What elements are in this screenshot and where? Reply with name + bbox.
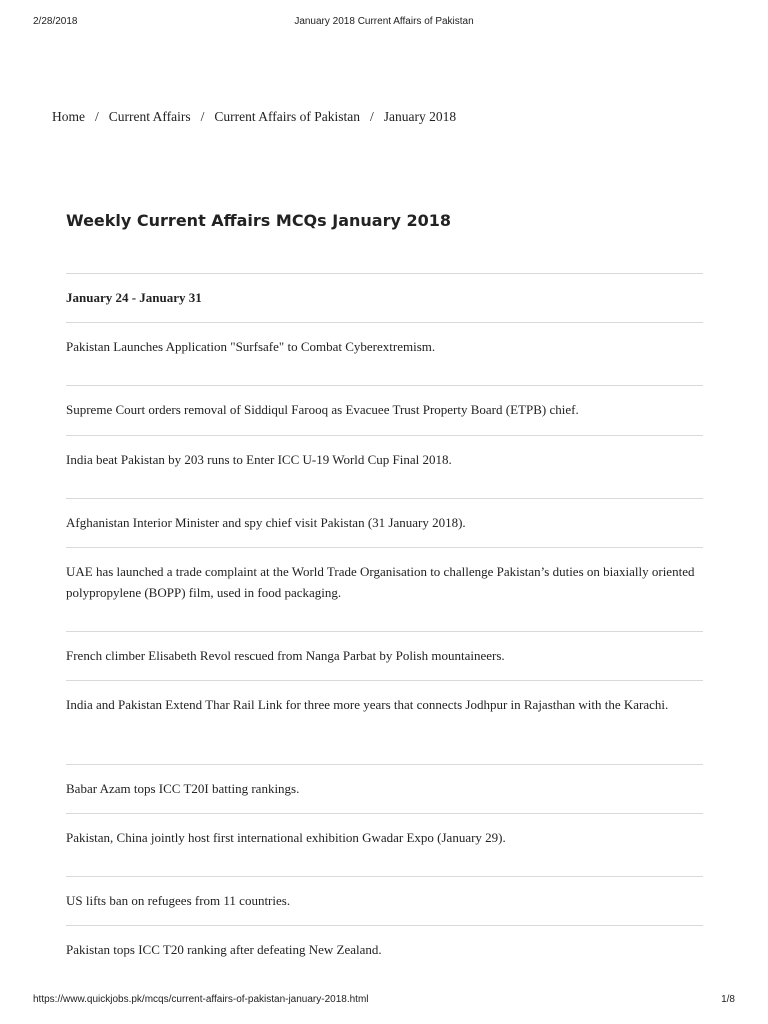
list-item: Pakistan tops ICC T20 ranking after defeating New Zealand. bbox=[66, 942, 382, 957]
list-item: Supreme Court orders removal of Siddiqul Farooq as Evacuee Trust Property Board (ETPB) chief. bbox=[66, 402, 579, 417]
divider bbox=[66, 680, 703, 681]
divider bbox=[66, 813, 703, 814]
page-title: Weekly Current Affairs MCQs January 2018 bbox=[66, 211, 451, 230]
breadcrumb-current-affairs-pakistan[interactable]: Current Affairs of Pakistan bbox=[214, 109, 360, 124]
list-item: India and Pakistan Extend Thar Rail Link for three more years that connects Jodhpur in Rajasthan with the Karachi. bbox=[66, 697, 669, 712]
page-number: 1/8 bbox=[721, 994, 735, 1005]
list-item: US lifts ban on refugees from 11 countries. bbox=[66, 893, 291, 908]
print-title: January 2018 Current Affairs of Pakistan bbox=[294, 16, 474, 27]
divider bbox=[66, 385, 703, 386]
divider bbox=[66, 273, 703, 274]
divider bbox=[66, 498, 703, 499]
list-item: Pakistan, China jointly host first international exhibition Gwadar Expo (January 29). bbox=[66, 830, 506, 845]
list-item: French climber Elisabeth Revol rescued from Nanga Parbat by Polish mountaineers. bbox=[66, 648, 505, 663]
list-item: Afghanistan Interior Minister and spy chief visit Pakistan (31 January 2018). bbox=[66, 515, 466, 530]
print-footer bbox=[33, 994, 735, 1008]
divider bbox=[66, 764, 703, 765]
breadcrumb-home[interactable]: Home bbox=[52, 109, 85, 124]
section-heading: January 24 - January 31 bbox=[66, 290, 202, 305]
breadcrumb bbox=[52, 109, 456, 125]
breadcrumb-separator: / bbox=[95, 109, 99, 124]
list-item: Babar Azam tops ICC T20I batting rankings. bbox=[66, 781, 300, 796]
divider bbox=[66, 547, 703, 548]
page-url: https://www.quickjobs.pk/mcqs/current-affairs-of-pakistan-january-2018.html bbox=[33, 994, 369, 1005]
list-item: UAE has launched a trade complaint at the World Trade Organisation to challenge Pakistan’s duties on biaxially oriented polypropylene (BOPP) film, used in food packaging. bbox=[66, 564, 695, 600]
divider bbox=[66, 925, 703, 926]
divider bbox=[66, 631, 703, 632]
print-header bbox=[33, 16, 735, 30]
breadcrumb-current-affairs[interactable]: Current Affairs bbox=[108, 109, 191, 124]
divider bbox=[66, 322, 703, 323]
breadcrumb-separator: / bbox=[370, 109, 374, 124]
breadcrumb-separator: / bbox=[200, 109, 205, 124]
breadcrumb-january-2018: January 2018 bbox=[383, 109, 457, 124]
divider bbox=[66, 435, 703, 436]
list-item: India beat Pakistan by 203 runs to Enter ICC U-19 World Cup Final 2018. bbox=[66, 452, 452, 467]
print-date: 2/28/2018 bbox=[33, 16, 78, 27]
list-item: Pakistan Launches Application "Surfsafe" to Combat Cyberextremism. bbox=[66, 339, 436, 354]
divider bbox=[66, 876, 703, 877]
